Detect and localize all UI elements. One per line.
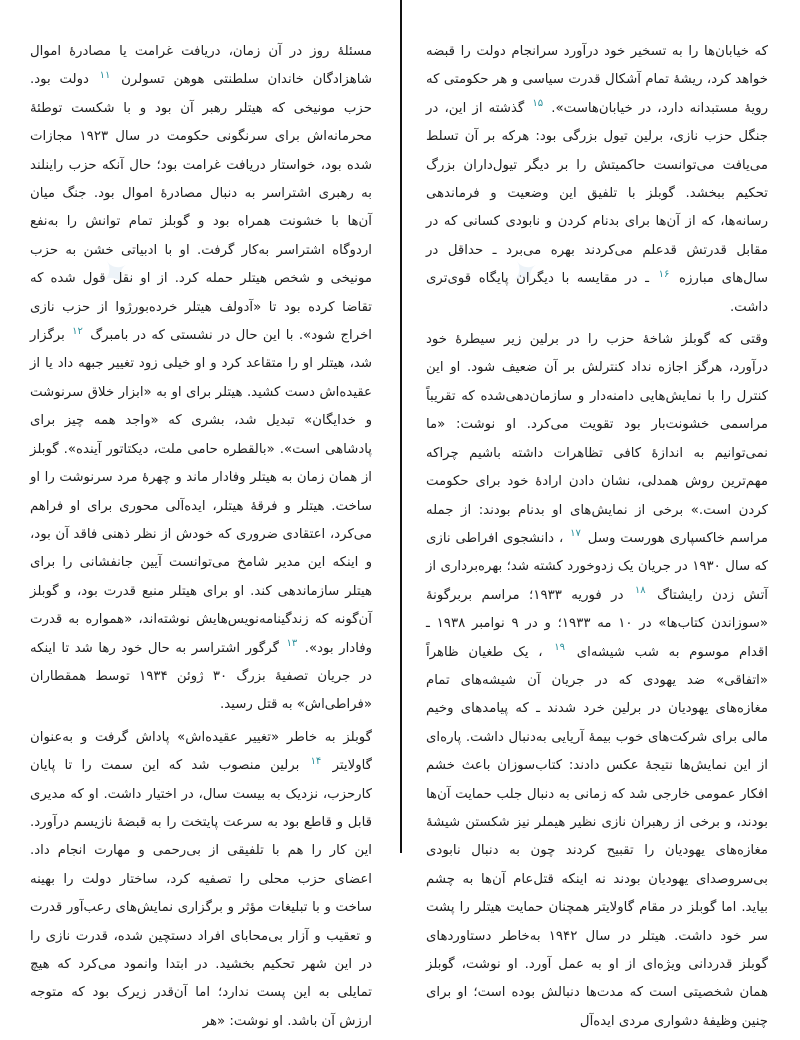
footnote-ref[interactable]: ۱۱ <box>99 69 111 81</box>
watermark: ✦ <box>501 248 550 300</box>
left-column <box>30 38 372 1040</box>
paragraph-text: مسئلهٔ روز در آن زمان، دریافت غرامت یا مصادرهٔ اموال شاهزادگان خاندان سلطنتی هوهن تسولرن <box>30 44 373 88</box>
paragraph <box>30 724 372 1036</box>
footnote-ref[interactable]: ۱۹ <box>554 642 565 654</box>
paragraph-text: ، یک طغیان ظاهراً «اتفاقی» ضد یهودی که در جریان آن شیشه‌های تمام مغازه‌های یهودیان در برلین خرد شدند ـ که پیامدهای وخیم مالی برای شرکت‌های خوب بیمهٔ آریایی به‌دنبال داشت. پاره‌ای از این نمایش‌ها نتیجهٔ عکس دادند: کتاب‌سوزان باعث خشم افکار عمومی خارجی شد که زمانی به دنبال جلب حمایت آن‌ها بودند، و برخی از رهبران نازی نظیر هیملر نیز شکستن شیشهٔ مغازه‌های یهودیان را تقبیح کردند چون به دنبال نابودی بی‌سروصدای یهودیان بودند نه اینکه قتل‌عام آن‌ها به چشم بیاید. اما گوبلز در مقام گاولایتر همچنان حمایت هیتلر را پشت سر خود داشت. هیتلر در سال ۱۹۴۲ به‌خاطر دستاوردهای گوبلز قدردانی ویژه‌ای از او به عمل آورد. او نوشت، گوبلز همان شخصیتی است که مدت‌ها دنبالش بوده است؛ او برای چنین وظیفهٔ دشواری مردی ایده‌آل <box>426 644 768 1029</box>
paragraph-text: برگزار شد، هیتلر او را متقاعد کرد و او خیلی زود تغییر جبهه داد یا از عقیده‌اش دست کشید. هیتلر برای او به «ابزار خلاق سرنوشت و خدایگان» تبدیل شد، بشری که «واجد همه چیز برای پادشاهی است». «بالقطره حامی ملت، دیکتاتور آینده». گوبلز از همان زمان به هیتلر وفادار ماند و چهرهٔ مرد سرنوشت را او ساخت. هیتلر و فرقهٔ هیتلر، ایده‌آلی محوری برای او فراهم می‌کرد، اعتقادی ضروری که خودش از نظر ذهنی فاقد آن بود، و اینکه این مدیر شامخ می‌توانست آیین جانفشانی را برای هیتلر سازماندهی کند. او برای هیتلر منبع قدرت بود، و گوبلز آن‌گونه که زندگینامه‌نویس‌هایش نوشته‌اند، «همواره به قدرت وفادار بود». <box>30 328 373 656</box>
paragraph-text: گذشته از این، در جنگل حزب نازی، برلین تیول بزرگی بود: هرکه بر آن تسلط می‌یافت می‌توانست حاکمیتش را بر دیگر تیول‌داران بزرگ تحکیم ببخشد. گوبلز با تلفیق این وضعیت و فرماندهی رسانه‌ها، که از آن‌ها برای بدنام کردن و نابودی کسانی که در مقابل قدرتش قدعلم می‌کردند بهره می‌برد ـ حداقل در سال‌های مبارزه <box>426 100 768 287</box>
paragraph-text: گرگور اشتراسر به حال خود رها شد تا اینکه در جریان تصفیهٔ بزرگ ۳۰ ژوئن ۱۹۳۴ توسط همقطاران «فراطی‌اش» به قتل رسید. <box>30 640 372 713</box>
paragraph-text: گوبلز به خاطر «تغییر عقیده‌اش» پاداش گرفت و به‌عنوان گاولایتر <box>30 729 372 774</box>
right-column <box>426 38 768 1040</box>
paragraph <box>426 326 768 1036</box>
footnote-ref[interactable]: ۱۲ <box>72 325 83 337</box>
paragraph <box>426 38 768 322</box>
footnote-ref[interactable]: ۱۴ <box>310 755 322 767</box>
paragraph-text: برلین منصوب شد که این سمت را تا پایان کارحزب، نزدیک به بیست سال، در اختیار داشت. او که مدیری قابل و قاطع بود به سرعت پایتخت را به قبضهٔ نازیسم درآورد. این کار را هم با تلفیقی از بی‌رحمی و مهارت انجام داد. اعضای حزب محلی را تصفیه کرد، ساختار دولت را بهینه ساخت و با تبلیغات مؤثر و برگزاری نمایش‌های رعب‌آور قدرت و تعقیب و آزار بی‌محابای افراد دستچین شده، قدرت نازی را در این شهر تحکیم بخشید. در ابتدا وانمود می‌کرد که هیچ تمایلی به این پست ندارد؛ اما آن‌قدر زیرک بود که متوجه ارزش آن باشد. او نوشت: «هر <box>30 758 372 1029</box>
paragraph-text: که خیابان‌ها را به تسخیر خود درآورد سرانجام دولت را قبضه خواهد کرد، ریشهٔ تمام آشکال قدرت سیاسی و هر حکومتی که رویهٔ مستبدانه دارد، در خیابان‌هاست». <box>426 44 769 116</box>
paragraph-text: ، دانشجوی افراطی نازی که سال ۱۹۳۰ در جریان یک زدوخورد کشته شد؛ بهره‌برداری از آتش زدن رایشتاگ <box>426 530 768 603</box>
paragraph-text: وقتی که گوبلز شاخهٔ حزب را در برلین زیر سیطرهٔ خود درآورد، هرگز اجازه نداد کنترلش بر آن ضعیف شود. او این کنترل را با نمایش‌هایی دامنه‌دار و سازمان‌دهی‌شده که تقریباً مراسمی خشونت‌بار بود تقویت می‌کرد. او نوشت: «ما نمی‌توانیم به اندازهٔ کافی تظاهرات داشته باشیم چراکه مهم‌ترین روش همدلی، نشان دادن ارادهٔ خود برای حکومت کردن است.» برخی از نمایش‌های او بدنام بودند: از جمله مراسم خاکسپاری هورست وسل <box>426 332 768 546</box>
paragraph-text: دولت بود. حزب مونیخی که هیتلر رهبر آن بود و با شکست توطئهٔ محرمانه‌اش برای سرنگونی حکومت در سال ۱۹۲۳ مجازات شده بود، خواستار دریافت غرامت بود؛ حال آنکه حزب راینلند به رهبری اشتراسر به دنبال مصادرهٔ اموال بود. جنگ میان آن‌ها با خشونت همراه بود و گوبلز تمام توانش را به‌نفع اردوگاه اشتراسر به‌کار گرفت. او با ادبیاتی خشن به حزب مونیخی و شخص هیتلر حمله کرد. از او نقل قول شده که تقاضا کرده بود تا «آدولف هیتلر خرده‌بورژوا از حزب نازی اخراج شود». با این حال در نشستی که در بامبرگ <box>30 72 372 344</box>
paragraph <box>30 38 372 720</box>
footnote-ref[interactable]: ۱۳ <box>286 638 298 650</box>
footnote-ref[interactable]: ۱۶ <box>658 268 670 280</box>
paragraph-text: ـ در مقایسه با دیگران پایگاه قوی‌تری داشت. <box>426 271 768 315</box>
paragraph-text: در فوریه ۱۹۳۳؛ مراسم بربرگونهٔ «سوزاندن کتاب‌ها» در ۱۰ مه ۱۹۳۳؛ و در ۹ نوامبر ۱۹۳۸ ـ اقدام موسوم به شب شیشه‌ای <box>426 587 769 660</box>
footnote-ref[interactable]: ۱۸ <box>634 585 646 597</box>
watermark: ✦ <box>91 248 140 300</box>
footnote-ref[interactable]: ۱۷ <box>570 528 581 540</box>
right-page <box>400 0 800 1040</box>
footnote-ref[interactable]: ۱۵ <box>532 98 544 110</box>
